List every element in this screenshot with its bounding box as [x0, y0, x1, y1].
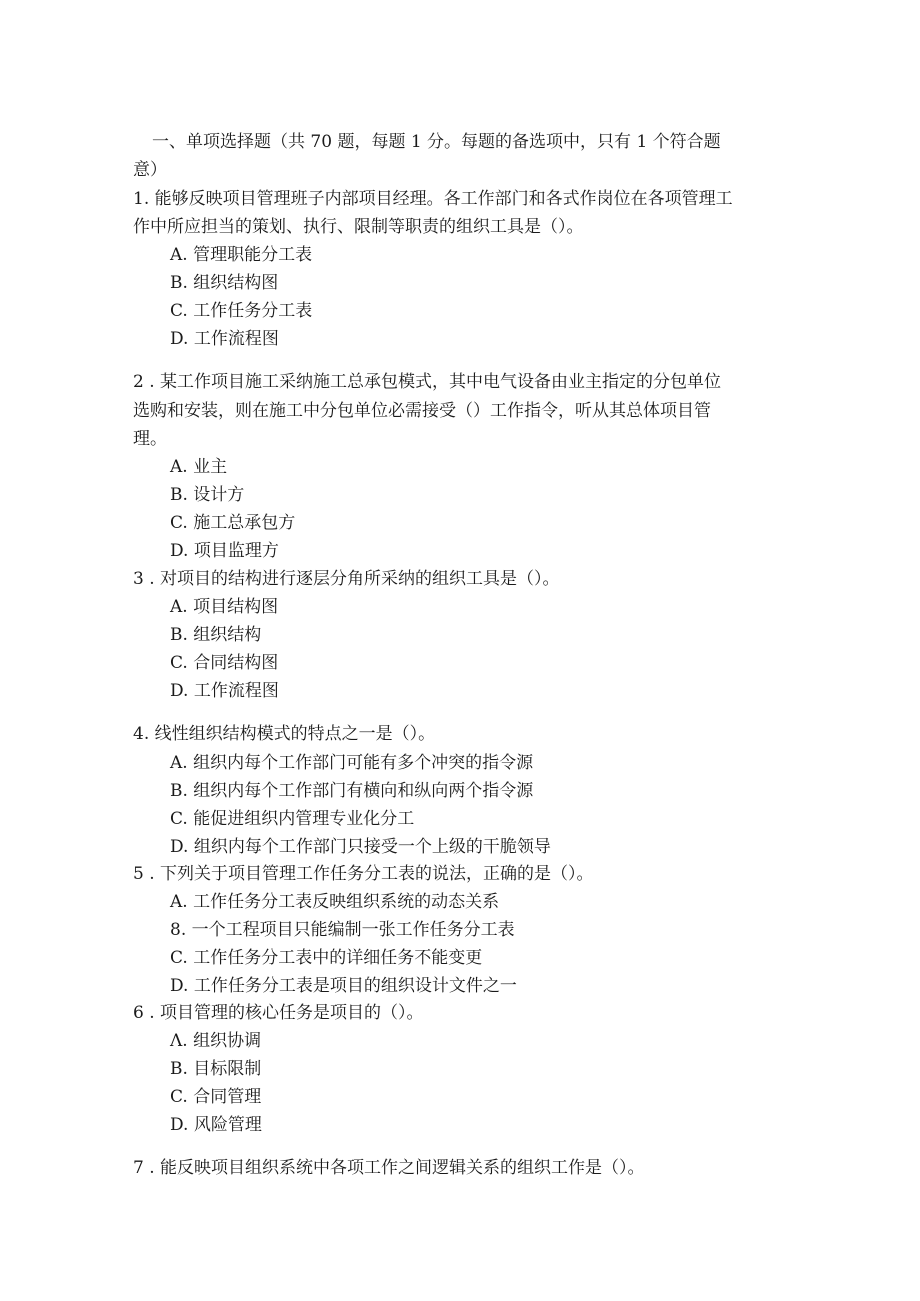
question-2-option-b: B. 设计方 — [170, 485, 245, 505]
question-5-option-a: A. 工作任务分工表反映组织系统的动态关系 — [170, 892, 500, 912]
question-5-option-c: C. 工作任务分工表中的详细任务不能变更 — [170, 948, 483, 968]
question-2-stem-cont: 选购和安装，则在施工中分包单位必需接受（）工作指令，听从其总体项目管 — [133, 401, 711, 421]
question-7-stem: 7 . 能反映项目组织系统中各项工作之间逻辑关系的组织工作是（）。 — [133, 1158, 645, 1178]
question-1-option-b: B. 组织结构图 — [170, 273, 279, 293]
question-2-option-d: D. 项目监理方 — [170, 541, 279, 561]
question-6-option-c: C. 合同管理 — [170, 1087, 262, 1107]
question-1-option-a: A. 管理职能分工表 — [170, 245, 313, 265]
question-4-option-b: B. 组织内每个工作部门有横向和纵向两个指令源 — [170, 781, 534, 801]
question-1-stem: 1. 能够反映项目管理班子内部项目经理。各工作部门和各式作岗位在各项管理工 — [133, 189, 733, 209]
question-6-option-d: D. 风险管理 — [170, 1115, 262, 1135]
question-2-option-c: C. 施工总承包方 — [170, 513, 296, 533]
question-4-stem: 4. 线性组织结构模式的特点之一是（）。 — [133, 724, 436, 744]
question-1-option-d: D. 工作流程图 — [170, 329, 279, 349]
question-3-stem: 3 . 对项目的结构进行逐层分角所采纳的组织工具是（）。 — [133, 569, 560, 589]
question-6-option-b: B. 目标限制 — [170, 1059, 262, 1079]
question-4-option-a: A. 组织内每个工作部门可能有多个冲突的指令源 — [170, 753, 534, 773]
section-heading-cont: 意） — [133, 160, 167, 180]
question-3-option-d: D. 工作流程图 — [170, 681, 279, 701]
question-1-option-c: C. 工作任务分工表 — [170, 301, 313, 321]
question-4-option-c: C. 能促进组织内管理专业化分工 — [170, 809, 415, 829]
question-6-option-a: Λ. 组织协调 — [170, 1031, 262, 1051]
question-1-stem-cont: 作中所应担当的策划、执行、限制等职责的组织工具是（）。 — [133, 217, 584, 237]
question-2-option-a: A. 业主 — [170, 457, 228, 477]
question-3-option-a: A. 项目结构图 — [170, 597, 279, 617]
question-5-option-d: D. 工作任务分工表是项目的组织设计文件之一 — [170, 976, 517, 996]
question-5-stem: 5 . 下列关于项目管理工作任务分工表的说法，正确的是（）。 — [133, 864, 594, 884]
question-2-stem: 2 . 某工作项目施工采纳施工总承包模式，其中电气设备由业主指定的分包单位 — [133, 372, 722, 392]
question-3-option-c: C. 合同结构图 — [170, 653, 279, 673]
question-5-option-b: 8. 一个工程项目只能编制一张工作任务分工表 — [170, 920, 515, 940]
question-6-stem: 6 . 项目管理的核心任务是项目的（）。 — [133, 1003, 424, 1023]
question-3-option-b: B. 组织结构 — [170, 625, 262, 645]
question-2-stem-cont2: 理。 — [133, 429, 167, 449]
section-heading: 一、单项选择题（共 70 题，每题 1 分。每题的备选项中，只有 1 个符合题 — [152, 132, 721, 152]
question-4-option-d: D. 组织内每个工作部门只接受一个上级的干脆领导 — [170, 837, 551, 857]
